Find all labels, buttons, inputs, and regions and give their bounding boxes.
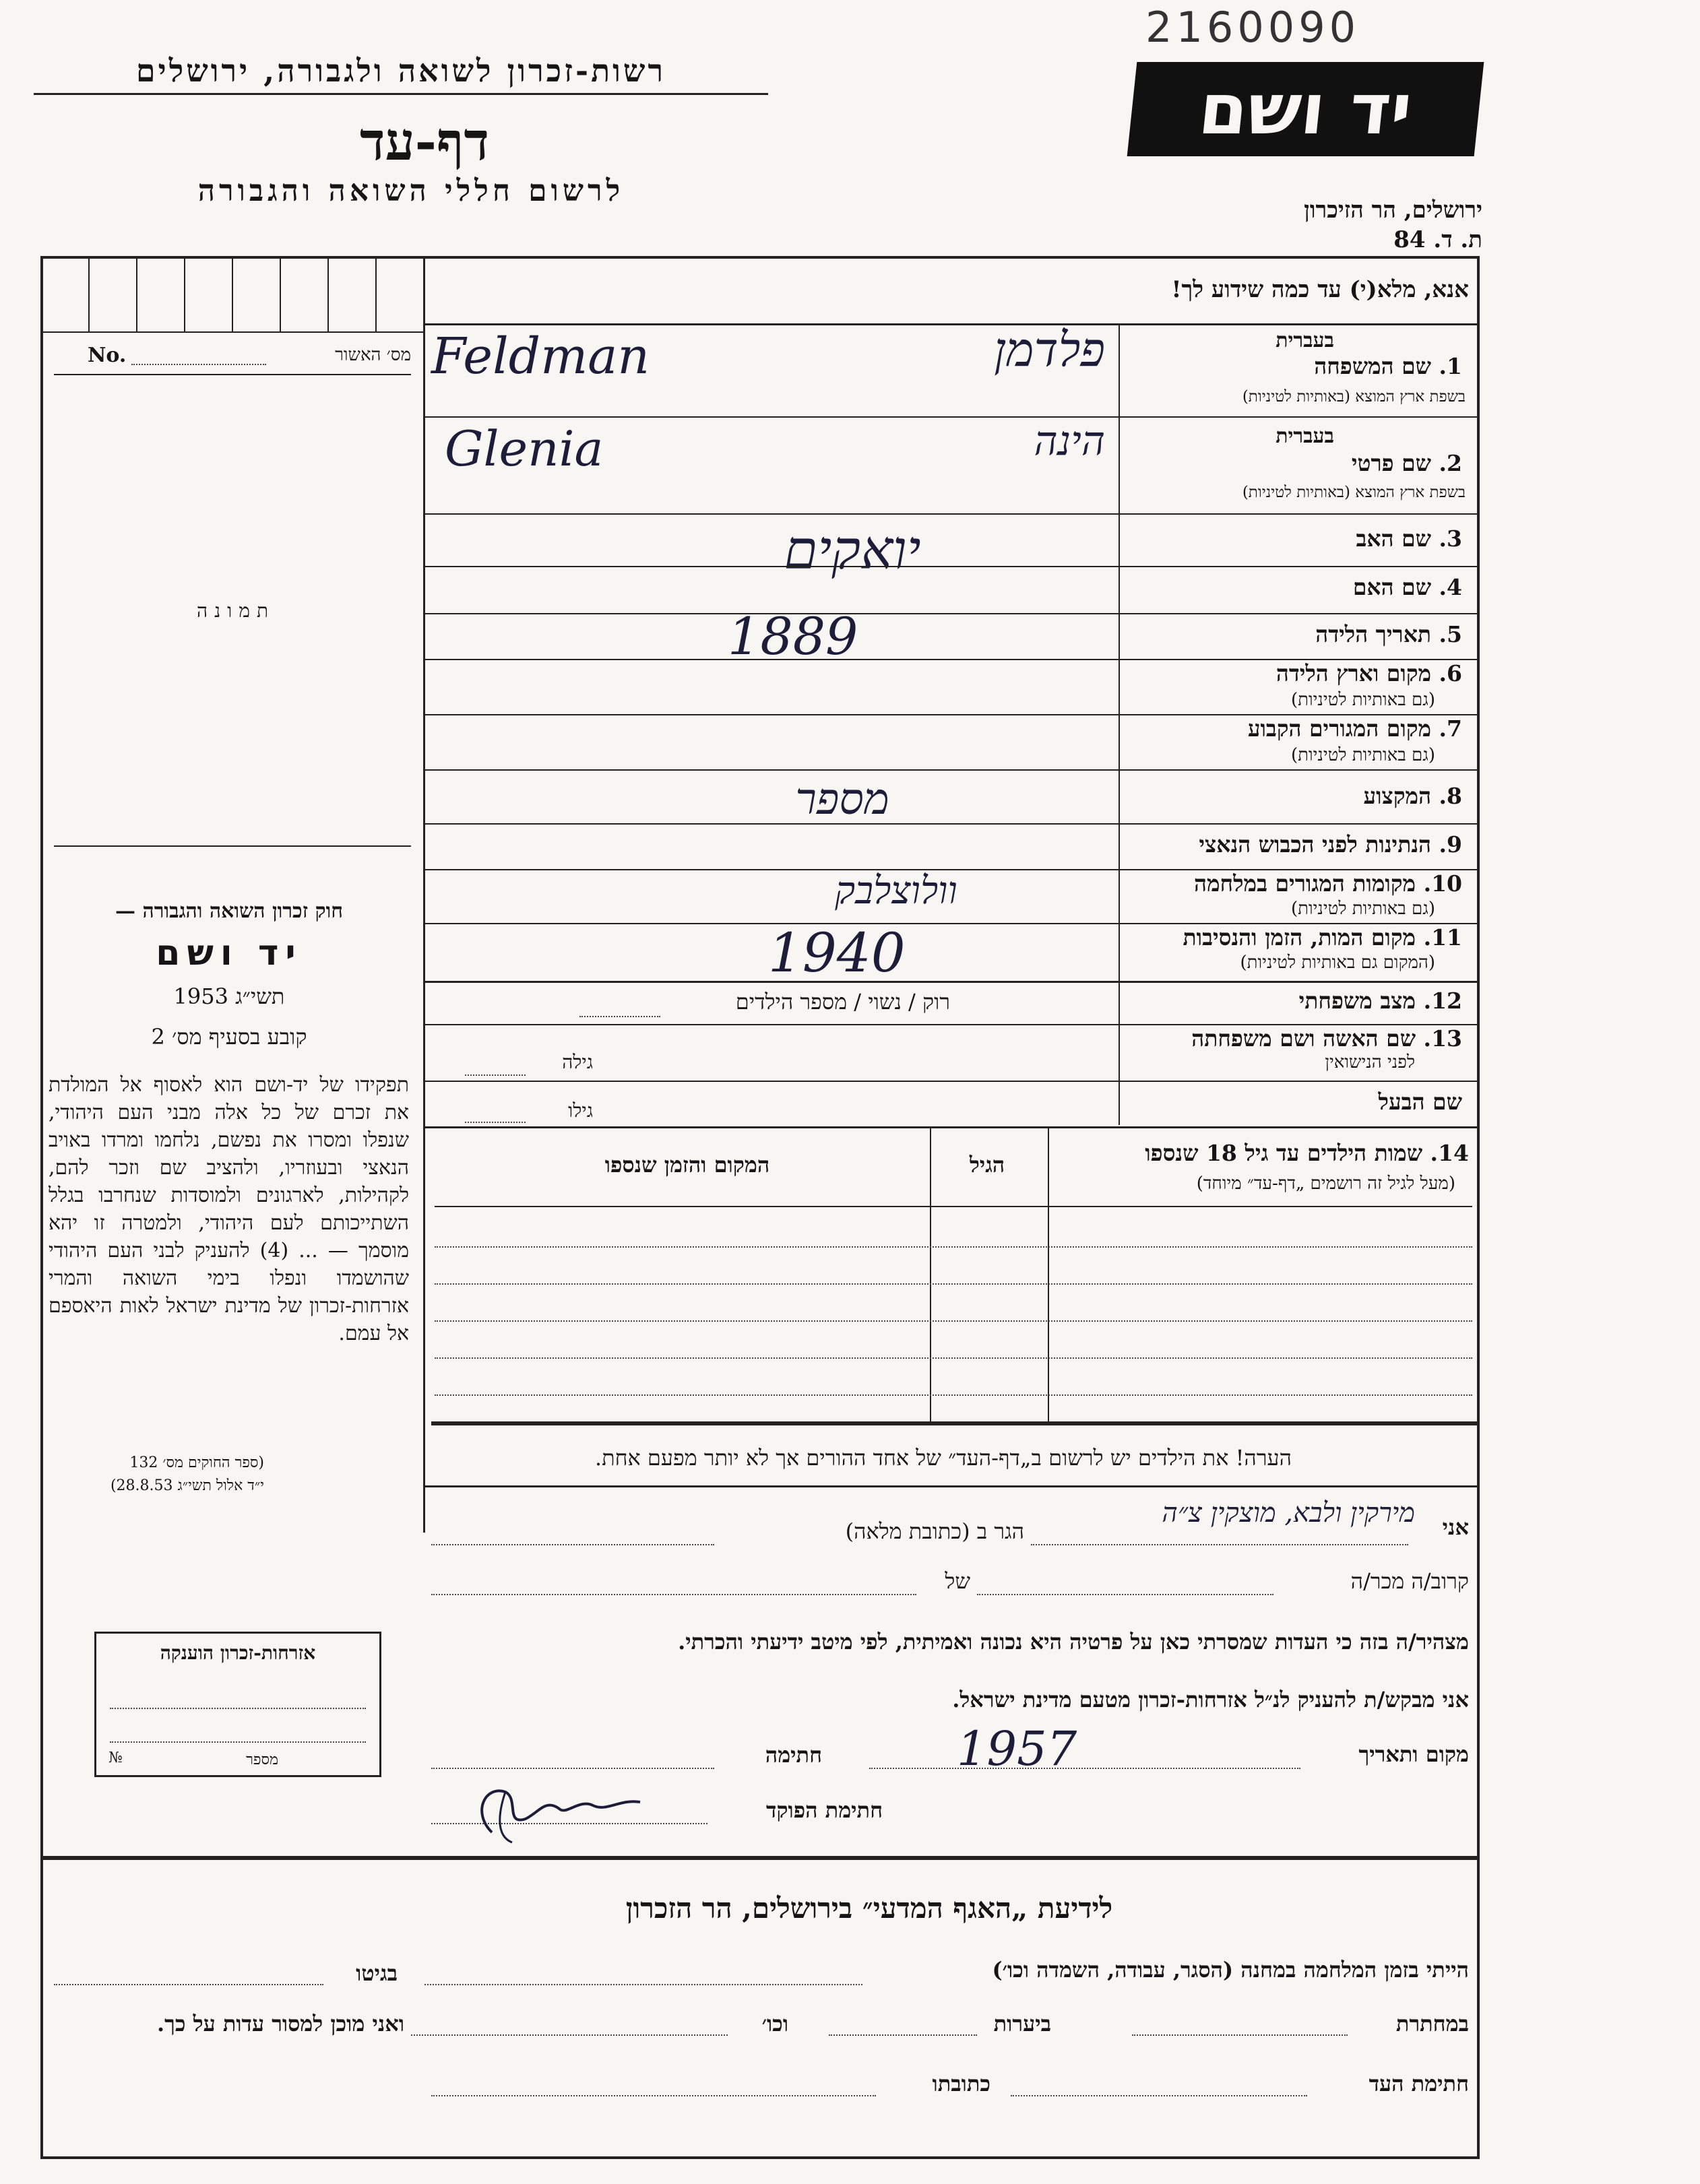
field-9-label: 9. הנתינות לפני הכבוש הנאצי [1199, 831, 1462, 858]
field-3-label: 3. שם האב [1356, 525, 1462, 552]
footer-title: לידיעת „האגף המדעי״ בירושלים, הר הזכרון [625, 1892, 1113, 1925]
field-11-sub: (המקום גם באותיות לטיניות) [1240, 953, 1435, 973]
law-clause: קובע בסעיף מס׳ 2 [151, 1024, 307, 1050]
decl-of-line [431, 1594, 916, 1595]
field-1-sub: בשפת ארץ המוצא (באותיות לטיניות) [1242, 388, 1466, 406]
field-1-label: 1. שם המשפחה [1314, 353, 1462, 379]
field-6-sub: (גם באותיות לטיניות) [1290, 690, 1435, 710]
field-1-value-hebrew[interactable]: פלדמן [994, 322, 1105, 377]
field-13b-label: שם הבעל [1378, 1089, 1462, 1115]
cert-row-line [42, 331, 423, 333]
row-line-1 [423, 416, 1480, 418]
footer-forests: ביערות [993, 2011, 1051, 2036]
law-ref-1: (ספר החוקים מס׳ 132 [129, 1454, 264, 1471]
law-title: חוק זכרון השואה והגבורה — [115, 899, 343, 923]
footer-witness-sig: חתימת העד [1368, 2071, 1469, 2096]
decl-relative-line [977, 1594, 1273, 1595]
instruction: אנא, מלא(י) עד כמה שידוע לך! [1171, 276, 1469, 303]
note: הערה! את הילדים יש לרשום ב„דף-העד״ של אחד ההורים אך לא יותר מפעם אחת. [594, 1445, 1292, 1471]
officer-signature [465, 1772, 667, 1846]
child-row-2 [435, 1246, 1472, 1248]
form-title: דף-עד [360, 111, 489, 172]
cert-boxes [42, 259, 423, 331]
row-line-2 [423, 513, 1480, 515]
law-text: תפקידו של יד-ושם הוא לאסוף אל המולדת את זכרם של כל אלה מבני העם היהודי, שנפלו ומסרו את נפשם, נלחמו ומרדו באויב הנאצי ובעוזריו, ולהציב שם וזכר להם, לקהילות, לארגונים ולמוסדות שנחרבו בגלל השתייכותם לעם היהודי, ולמטרה זו יהא מוסמך — ... (4) להעניק לבני העם היהודי שהושמדו ונפלו בימי השואה והמרי אזרחות-זכרון של מדינת ישראל לאות היאספם אל עמם. [49, 1073, 409, 1345]
decl-signature-label: חתימה [765, 1742, 822, 1768]
footer-etc: וכו׳ [761, 2011, 788, 2036]
field-13b-age-label: גילו [568, 1099, 593, 1122]
field-4-label: 4. שם האם [1352, 574, 1462, 600]
decl-i-label: אני [1442, 1514, 1469, 1540]
photo-bottom-line [54, 845, 411, 847]
field-14-sub: (מעל לגיל זה רושמים „דף-עד״ מיוחד) [1196, 1174, 1455, 1194]
decl-place-date-value[interactable]: 1957 [957, 1721, 1077, 1776]
document-number: 2160090 [1145, 3, 1360, 52]
row-line-4 [423, 613, 1480, 614]
row-line-7 [423, 769, 1480, 771]
decl-relative-label: קרוב/ה מכר/ה [1350, 1568, 1469, 1594]
decl-request: אני מבקש/ת להעניק לנ״ל אזרחות-זכרון מטעם מדינת ישראל. [952, 1687, 1469, 1712]
field-5-label: 5. תאריך הלידה [1315, 621, 1462, 647]
citizenship-no-sign: № [108, 1749, 123, 1766]
footer-ready: ואני מוכן למסור עדות על כך. [156, 2011, 404, 2036]
cert-underline [54, 374, 411, 375]
children-count-line [579, 1016, 660, 1017]
child-row-3 [435, 1283, 1472, 1285]
field-14-label: 14. שמות הילדים עד גיל 18 שנספו [1145, 1140, 1469, 1166]
row-line-3 [423, 566, 1480, 567]
decl-place-date-label: מקום ותאריך [1358, 1741, 1469, 1767]
address-line-1: ירושלים, הר הזיכרון [1304, 197, 1482, 224]
field-1-hebrew-label: בעברית [1276, 329, 1334, 352]
row-line-13b [423, 1126, 1480, 1128]
child-row-5 [435, 1357, 1472, 1359]
no-label: No. [88, 344, 127, 367]
left-column-divider [423, 256, 425, 1533]
decl-address-line [431, 1544, 714, 1545]
decl-place-date-line [869, 1768, 1300, 1769]
org-line: רשות-זכרון לשואה ולגבורה, ירושלים [34, 53, 768, 95]
footer-address: כתובתו [932, 2071, 990, 2096]
footer-camp-field [424, 1984, 862, 1985]
child-row-4 [435, 1320, 1472, 1322]
field-13-label: 13. שם האשה ושם משפחתה [1191, 1025, 1462, 1052]
field-10-value[interactable]: וולוצלבק [835, 869, 957, 913]
field-5-value[interactable]: 1889 [728, 606, 858, 666]
decl-address-label: הגר ב (כתובת מלאה) [845, 1518, 1024, 1544]
wife-age-line [465, 1074, 526, 1076]
citizenship-title: אזרחות-זכרון הוענקה [160, 1642, 316, 1664]
footer-hiding: במחתרת [1395, 2011, 1469, 2036]
footer-separator [43, 1856, 1478, 1860]
footer-etc-field [411, 2034, 728, 2036]
decl-name-line [1031, 1544, 1408, 1545]
footer-forests-field [829, 2034, 977, 2036]
husband-age-line [465, 1122, 526, 1123]
form-subtitle: לרשום חללי השואה והגבורה [197, 174, 625, 208]
label-divider [1119, 323, 1120, 1125]
law-name: יד ושם [156, 933, 303, 973]
decl-statement: מצהיר/ה בזה כי העדות שמסרתי כאן על פרטיה היא נכונה ואמיתית, לפי מיטב ידיעתי והכרתי. [678, 1629, 1469, 1655]
field-8-label: 8. המקצוע [1363, 783, 1462, 809]
decl-signature-line [431, 1768, 714, 1769]
law-ref-2: י״ד אלול תשי״ג 28.8.53) [110, 1477, 264, 1494]
field-12-options[interactable]: רוק / נשוי / מספר הילדים [735, 989, 950, 1015]
footer-hiding-field [1132, 2034, 1348, 2036]
child-row-6 [435, 1394, 1472, 1396]
col-age-header: הגיל [969, 1152, 1005, 1178]
row-line-11 [423, 981, 1480, 983]
photo-label: תמונה [196, 600, 276, 622]
address-line-2: ת. ד. 84 [1393, 226, 1482, 253]
col-divider-2 [1048, 1126, 1049, 1423]
decl-officer-label: חתימת הפוקד [766, 1797, 883, 1823]
note-line [423, 1485, 1480, 1487]
field-10-sub: (גם באותיות לטיניות) [1290, 899, 1435, 919]
footer-camp-line: הייתי בזמן המלחמה במחנה (הסגר, עבודה, השמדה וכו׳) [992, 1957, 1469, 1983]
field-2-label: 2. שם פרטי [1351, 450, 1462, 476]
field-3-value[interactable]: יואקים [784, 519, 921, 581]
row-line-8 [423, 823, 1480, 825]
decl-i-value[interactable]: מירקין ולבא, מוצקין צ״ה [1162, 1498, 1415, 1529]
footer-ghetto: בגיטו [356, 1960, 398, 1986]
citizenship-box [94, 1632, 381, 1777]
field-7-sub: (גם באותיות לטיניות) [1290, 745, 1435, 765]
col-divider-1 [930, 1126, 931, 1423]
table-bottom-line [431, 1421, 1480, 1425]
child-row-1 [435, 1206, 1472, 1207]
field-1-value-latin[interactable]: Feldman [431, 327, 650, 385]
footer-witness-field [1011, 2095, 1307, 2096]
field-2-value-latin[interactable]: Glenia [445, 420, 604, 477]
footer-ghetto-field [54, 1984, 323, 1985]
field-12-label: 12. מצב משפחתי [1298, 988, 1462, 1014]
field-13-age-label: גילה [562, 1051, 593, 1073]
field-7-label: 7. מקום המגורים הקבוע [1247, 715, 1462, 742]
field-6-label: 6. מקום וארץ הלידה [1276, 660, 1462, 686]
yad-vashem-logo [1127, 62, 1484, 156]
citizenship-no-label: מספר [246, 1752, 278, 1768]
field-11-label: 11. מקום המות, הזמן והנסיבות [1183, 924, 1462, 951]
footer-address-field [431, 2095, 876, 2096]
field-2-sub: בשפת ארץ המוצא (באותיות לטיניות) [1242, 484, 1466, 501]
row-line-13 [423, 1081, 1480, 1082]
field-2-hebrew-label: בעברית [1276, 424, 1334, 448]
col-place-header: המקום והזמן שנספו [604, 1152, 770, 1178]
field-11-value[interactable]: 1940 [768, 922, 906, 984]
law-year: תשי״ג 1953 [173, 984, 285, 1009]
decl-of-label: של [945, 1568, 970, 1594]
cert-number-line [131, 364, 266, 365]
field-8-value[interactable]: מספר [795, 775, 889, 825]
logo-text: יד ושם [1195, 68, 1416, 150]
cert-label: מס׳ האשור [335, 345, 411, 365]
field-13-sub: לפני הנישואין [1325, 1052, 1415, 1072]
field-2-value-hebrew[interactable]: הינה [1034, 418, 1105, 465]
field-10-label: 10. מקומות המגורים במלחמה [1194, 870, 1462, 897]
